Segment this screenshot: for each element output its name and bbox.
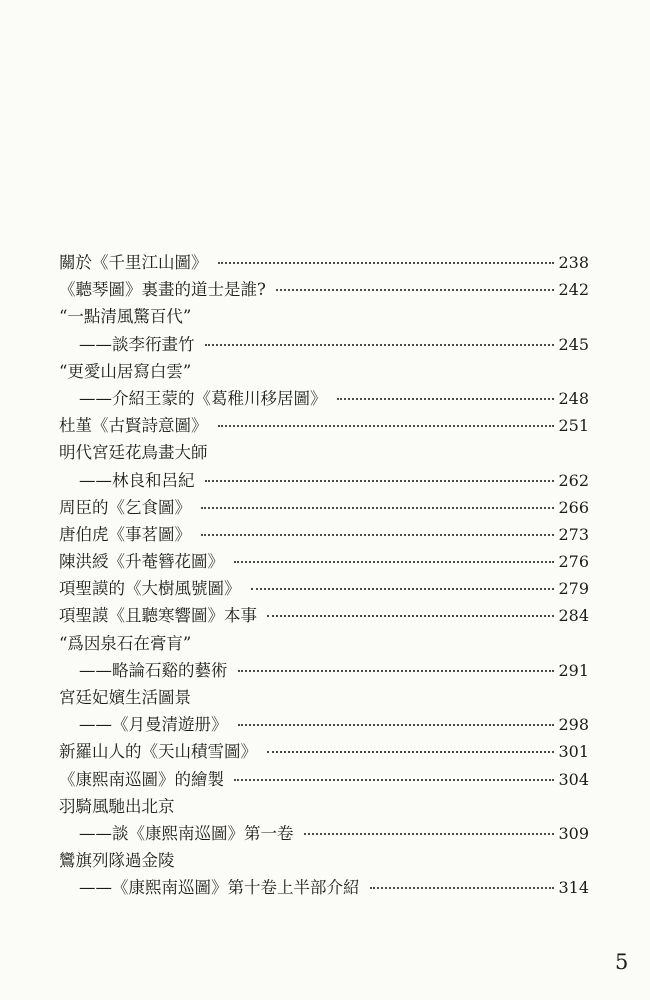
toc-entry	[59, 602, 589, 629]
dot-leader	[370, 887, 555, 889]
toc-title: 關於《千里江山圖》	[59, 253, 208, 272]
toc-heading	[59, 358, 589, 385]
toc-page-number: 248	[558, 388, 589, 408]
toc-title: 項聖謨《且聽寒響圖》本事	[59, 606, 257, 626]
toc-entry	[59, 766, 589, 793]
toc-entry	[59, 412, 589, 439]
toc-entry	[59, 548, 589, 575]
toc-title: “一點清風驚百代”	[59, 307, 192, 327]
toc-heading	[59, 793, 589, 820]
table-of-contents	[59, 249, 589, 902]
toc-title: 新羅山人的《天山積雪圖》	[59, 742, 257, 762]
toc-heading	[59, 439, 589, 466]
toc-title: 《聽琴圖》裏畫的道士是誰?	[59, 280, 266, 300]
toc-subtitle-entry	[59, 874, 589, 901]
dot-leader	[267, 751, 554, 753]
toc-title: 杜堇《古賢詩意圖》	[59, 416, 208, 436]
toc-title: ——介紹王蒙的《葛稚川移居圖》	[79, 388, 327, 408]
toc-title: 項聖謨的《大樹風號圖》	[59, 579, 241, 599]
toc-entry	[59, 276, 589, 303]
toc-page-number: 284	[558, 606, 589, 626]
toc-entry	[59, 494, 589, 521]
toc-page-number: 298	[558, 715, 589, 735]
toc-entry	[59, 249, 589, 276]
toc-subtitle-entry	[59, 820, 589, 847]
toc-page-number: 238	[558, 253, 589, 272]
toc-subtitle-entry	[59, 657, 589, 684]
dot-leader	[251, 588, 555, 590]
toc-heading	[59, 684, 589, 711]
dot-leader	[218, 262, 555, 264]
toc-title: 陳洪綬《升菴簪花圖》	[59, 552, 224, 572]
toc-title: ——《月曼清遊册》	[79, 715, 228, 735]
toc-page-number: 279	[558, 579, 589, 599]
toc-subtitle-entry	[59, 467, 589, 494]
toc-title: 唐伯虎《事茗圖》	[59, 524, 191, 544]
dot-leader	[234, 561, 554, 563]
dot-leader	[205, 480, 555, 482]
toc-title: 《康熙南巡圖》的繪製	[59, 769, 224, 789]
toc-title: 羽騎風馳出北京	[59, 796, 175, 816]
dot-leader	[337, 398, 555, 400]
toc-page-number: 301	[558, 742, 589, 762]
toc-subtitle-entry	[59, 711, 589, 738]
toc-entry	[59, 575, 589, 602]
dot-leader	[304, 833, 555, 835]
toc-entry	[59, 738, 589, 765]
toc-page-number: 304	[558, 769, 589, 789]
toc-page-number: 245	[558, 334, 589, 354]
toc-page-number: 309	[558, 823, 589, 843]
toc-subtitle-entry	[59, 385, 589, 412]
toc-title: ——談李衎畫竹	[79, 334, 195, 354]
toc-page-number: 262	[558, 470, 589, 490]
toc-entry	[59, 521, 589, 548]
dot-leader	[205, 344, 555, 346]
toc-page-number: 291	[558, 660, 589, 680]
toc-page-number: 251	[558, 416, 589, 436]
toc-title: “更愛山居寫白雲”	[59, 361, 192, 381]
toc-title: ——談《康熙南巡圖》第一卷	[79, 823, 294, 843]
toc-title: ——略論石谿的藝術	[79, 660, 228, 680]
toc-page-number: 276	[558, 552, 589, 572]
dot-leader	[276, 289, 555, 291]
toc-page-number: 242	[558, 280, 589, 300]
page-number: 5	[615, 950, 629, 974]
dot-leader	[218, 425, 555, 427]
toc-heading	[59, 847, 589, 874]
dot-leader	[201, 507, 554, 509]
toc-heading	[59, 303, 589, 330]
toc-page-number: 266	[558, 497, 589, 517]
toc-title: 鸞旗列隊過金陵	[59, 851, 175, 871]
toc-subtitle-entry	[59, 331, 589, 358]
toc-title: ——《康熙南巡圖》第十卷上半部介紹	[79, 878, 360, 898]
dot-leader	[238, 724, 555, 726]
toc-page-number: 314	[558, 878, 589, 898]
toc-title: 明代宮廷花鳥畫大師	[59, 443, 208, 463]
dot-leader	[267, 615, 554, 617]
toc-title: ——林良和呂紀	[79, 470, 195, 490]
toc-title: 宮廷妃嬪生活圖景	[59, 688, 191, 707]
toc-heading	[59, 630, 589, 657]
dot-leader	[234, 779, 554, 781]
toc-title: 周臣的《乞食圖》	[59, 497, 191, 517]
toc-title: “爲因泉石在膏肓”	[59, 633, 192, 653]
dot-leader	[201, 534, 554, 536]
toc-page-number: 273	[558, 524, 589, 544]
dot-leader	[238, 670, 555, 672]
